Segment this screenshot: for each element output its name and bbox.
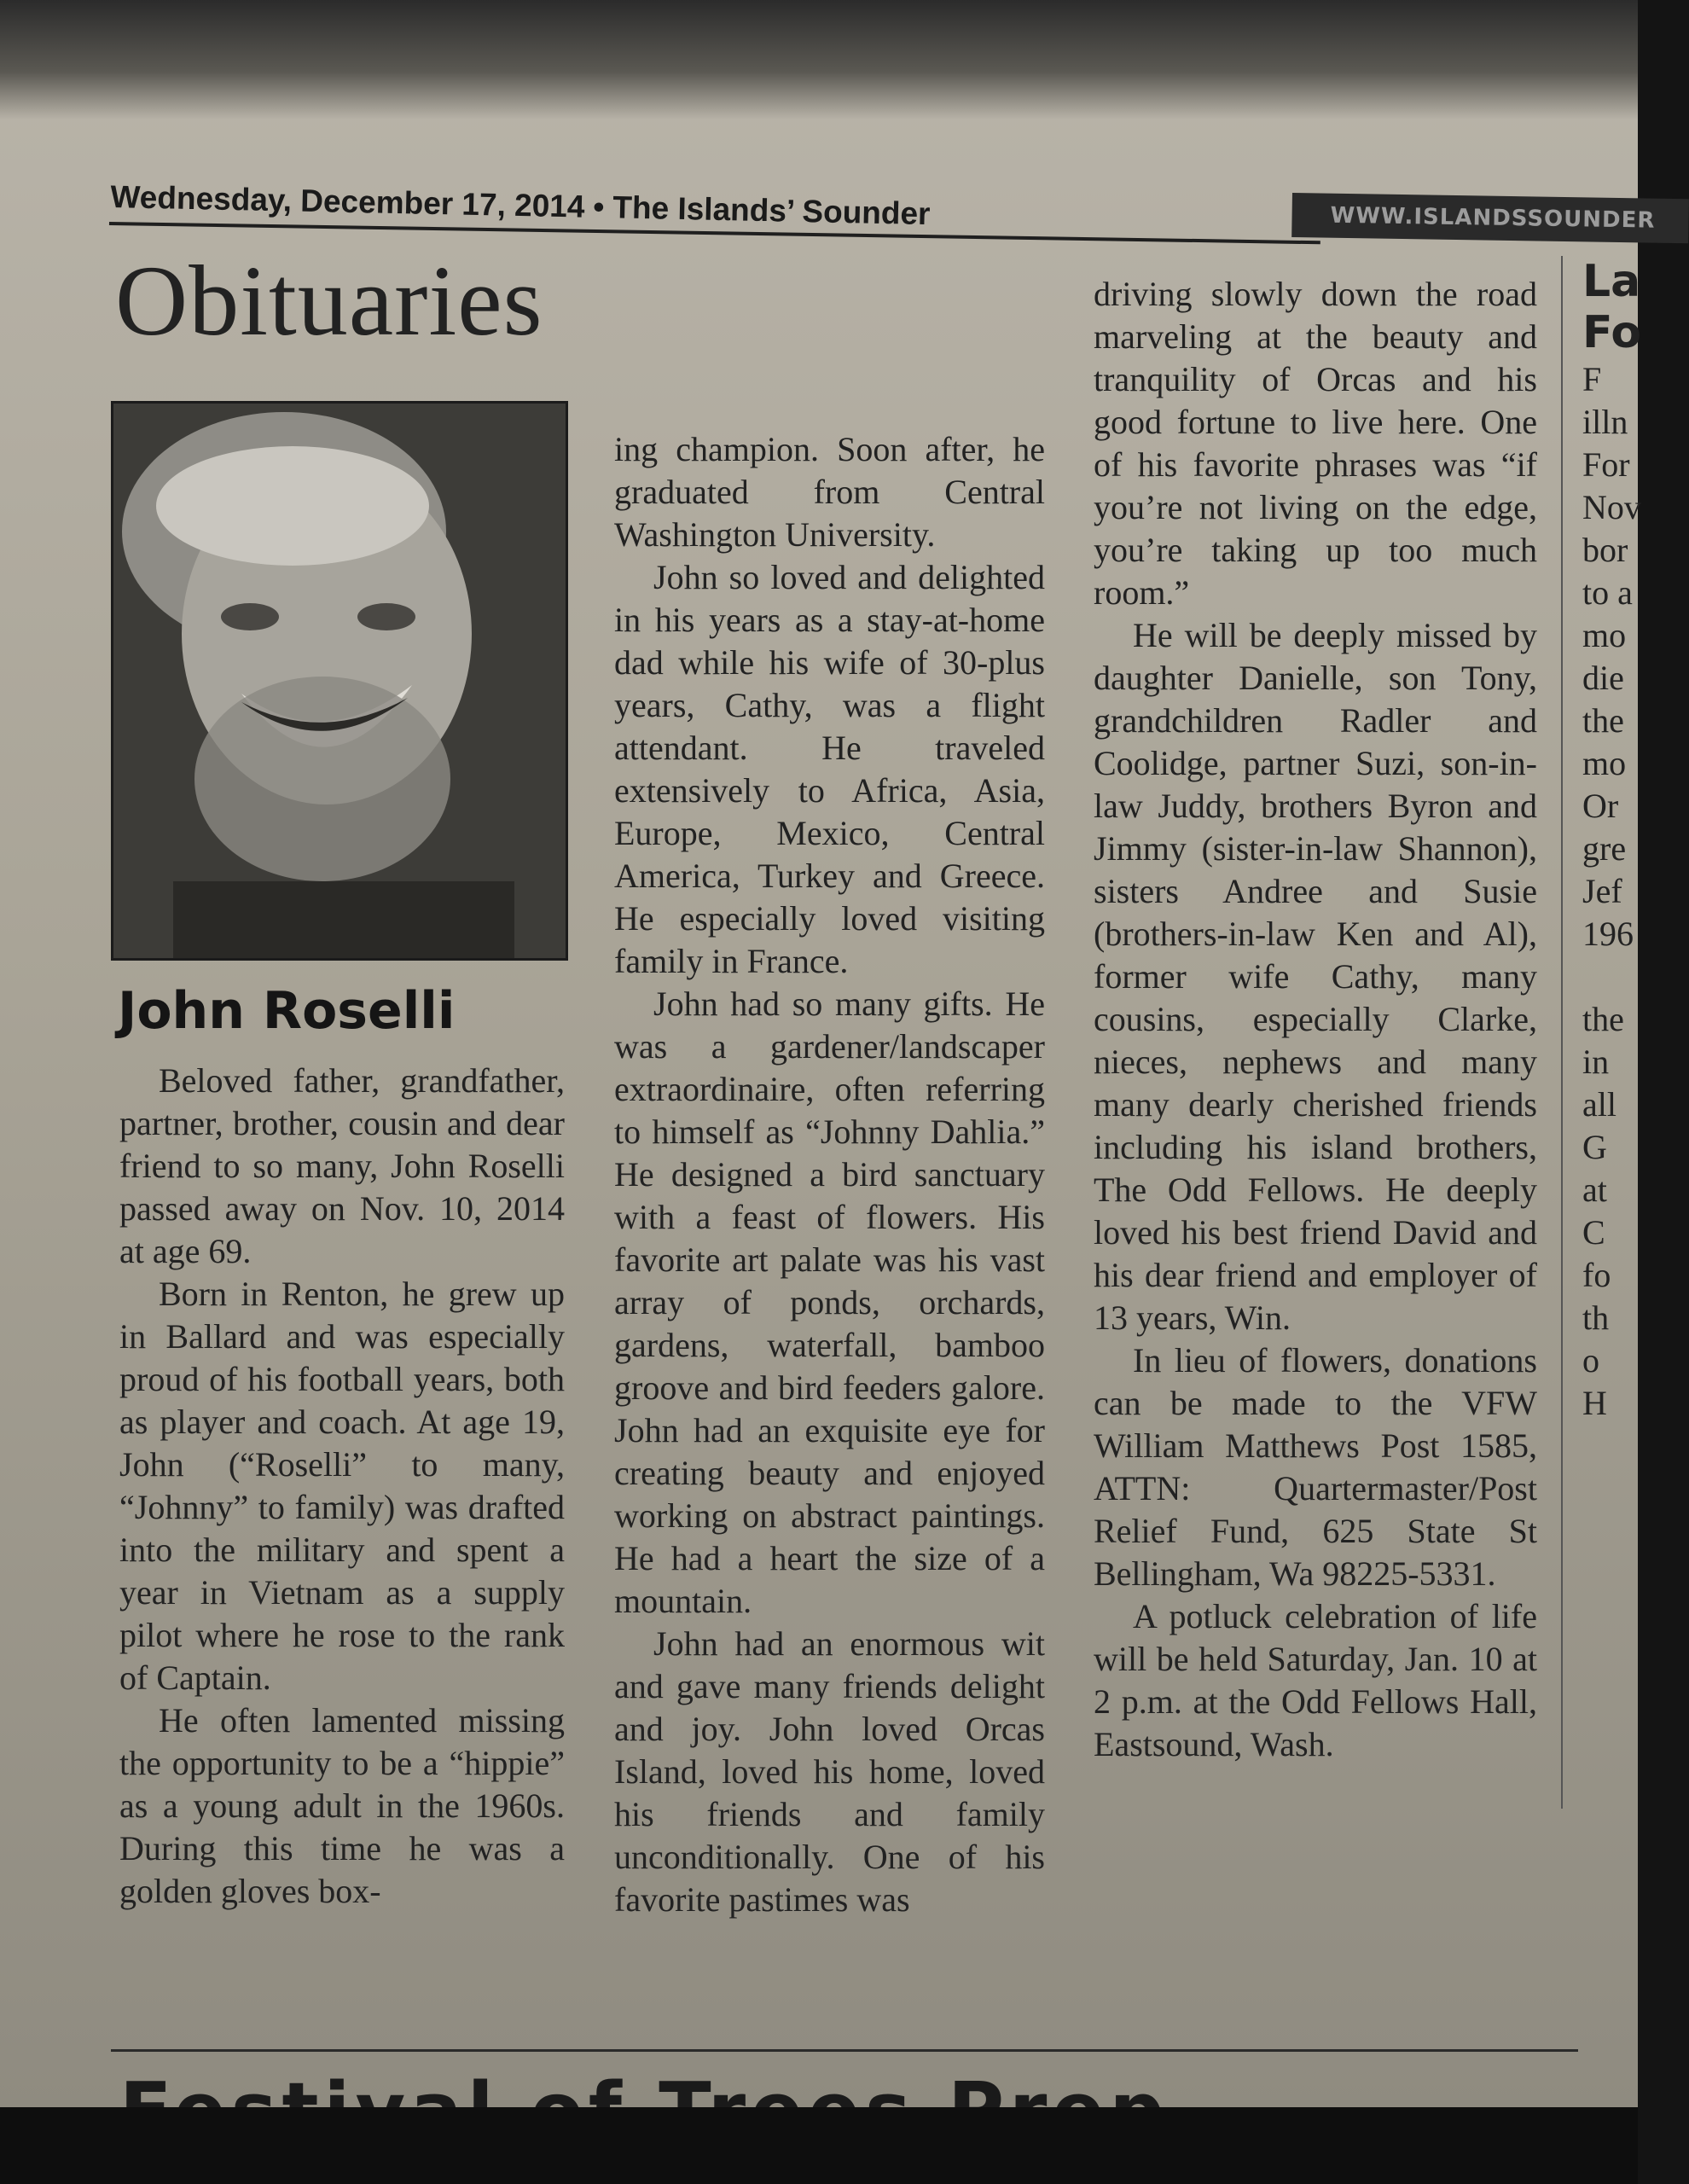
bottom-shadow xyxy=(0,2107,1638,2184)
next-article-line: mo xyxy=(1582,616,1627,654)
next-article-headline: La xyxy=(1582,256,1641,307)
next-article-line: F xyxy=(1582,360,1602,398)
paragraph: John had so many gifts. He was a gardener/landscaper extraordinaire, often referring to himself as “Johnny Dahlia.” He designed a bird sanctuary with a feast of flowers. His favorite art palate was his vast array of ponds, orchards, gardens, waterfall, bamboo groove and bird feeders galore. John had an exquisite eye for creating beauty and enjoyed working on abstract paintings. He had a heart the size of a mountain. xyxy=(614,985,1045,1620)
next-article-line: For xyxy=(1582,445,1630,484)
paragraph-continued: driving slowly down the road marveling at the beauty and tranquility of Orcas and his good fortune to live here. One of his favorite phrases was “if you’re not living on the edge, you’re taking up too much room.” xyxy=(1094,275,1537,612)
column-divider xyxy=(1561,256,1563,1809)
next-article-line xyxy=(1582,956,1642,998)
next-article-line: at xyxy=(1582,1170,1607,1209)
next-article-line: to a xyxy=(1582,573,1633,612)
next-article-text xyxy=(1582,358,1642,1425)
paragraph: He will be deeply missed by daughter Danielle, son Tony, grandchildren Radler and Coolidge, partner Suzi, son-in-law Juddy, brothers Byron and Jimmy (sister-in-law Shannon), sisters Andree and Susie (brothers-in-law Ken and Al), former wife Cathy, many cousins, especially Clarke, nieces, nephews and many many dearly cherished friends including his island brothers, The Odd Fellows. He deeply loved his best friend David and his dear friend and employer of 13 years, Win. xyxy=(1094,616,1537,1337)
next-article-line: illn xyxy=(1582,403,1628,441)
paragraph-continued: ing champion. Soon after, he graduated from Central Washington University. xyxy=(614,430,1045,554)
next-article-line: all xyxy=(1582,1085,1616,1124)
next-article-line: 196 xyxy=(1582,915,1634,953)
paragraph: In lieu of flowers, donations can be made to the VFW William Matthews Post 1585, ATTN: Quartermaster/Post Relief Fund, 625 State St Bellingham, Wa 98225-5331. xyxy=(1094,1341,1537,1593)
next-article-line: the xyxy=(1582,701,1624,740)
column-1 xyxy=(119,1060,565,1913)
next-article-line: die xyxy=(1582,659,1624,697)
next-article-headline: Fo xyxy=(1582,307,1642,358)
paragraph: John so loved and delighted in his years as a stay-at-home dad while his wife of 30-plus years, Cathy, was a flight attendant. He traveled extensively to Africa, Asia, Europe, Mexico, Central America, Turkey and Greece. He especially loved visiting family in France. xyxy=(614,558,1045,980)
next-story-headline xyxy=(119,2065,1570,2107)
next-article-line: C xyxy=(1582,1213,1605,1252)
next-article-line: fo xyxy=(1582,1256,1611,1294)
next-article-line: Jef xyxy=(1582,872,1622,910)
next-article-line: in xyxy=(1582,1043,1610,1081)
masthead-paper: The Islands’ Sounder xyxy=(612,189,931,232)
top-shadow xyxy=(0,0,1638,119)
next-article-line: gre xyxy=(1582,829,1627,868)
column-3 xyxy=(1094,273,1537,1766)
obituary-name: John Roselli xyxy=(118,981,456,1041)
next-article-line: H xyxy=(1582,1384,1607,1422)
paragraph: Born in Renton, he grew up in Ballard and was especially proud of his football years, both as player and coach. At age 19, John (“Roselli” to many, “Johnny” to family) was drafted into the military and spent a year in Vietnam as a supply pilot where he rose to the rank of Captain. xyxy=(119,1275,565,1697)
next-article-line: Or xyxy=(1582,787,1619,825)
portrait-illustration xyxy=(113,404,566,958)
paragraph: A potluck celebration of life will be held Saturday, Jan. 10 at 2 p.m. at the Odd Fellows Hall, Eastsound, Wash. xyxy=(1094,1597,1537,1763)
bottom-rule xyxy=(111,2049,1578,2052)
paragraph: He often lamented missing the opportunity to be a “hippie” as a young adult in the 1960s. During this time he was a golden gloves box- xyxy=(119,1701,565,1910)
next-article-line: the xyxy=(1582,1000,1624,1038)
masthead-url: WWW.ISLANDSSOUNDER xyxy=(1291,193,1689,243)
next-article-line: th xyxy=(1582,1298,1610,1337)
section-title: Obituaries xyxy=(115,245,543,357)
masthead-date: Wednesday, December 17, 2014 xyxy=(110,179,585,224)
masthead-separator: • xyxy=(593,189,605,225)
next-article-line: Nov xyxy=(1582,488,1641,526)
next-article-line: mo xyxy=(1582,744,1627,782)
paragraph: Beloved father, grandfather, partner, brother, cousin and dear friend to so many, John Roselli passed away on Nov. 10, 2014 at age 69. xyxy=(119,1061,565,1270)
next-article-line: G xyxy=(1582,1128,1607,1166)
obituary-photo xyxy=(111,401,568,961)
column-2 xyxy=(614,428,1045,1921)
next-article-column xyxy=(1582,256,1642,1621)
paragraph: John had an enormous wit and gave many friends delight and joy. John loved Orcas Island, loved his home, loved his friends and family unconditionally. One of his favorite pastimes was xyxy=(614,1624,1045,1919)
next-article-line: o xyxy=(1582,1341,1599,1380)
next-article-line: bor xyxy=(1582,531,1628,569)
